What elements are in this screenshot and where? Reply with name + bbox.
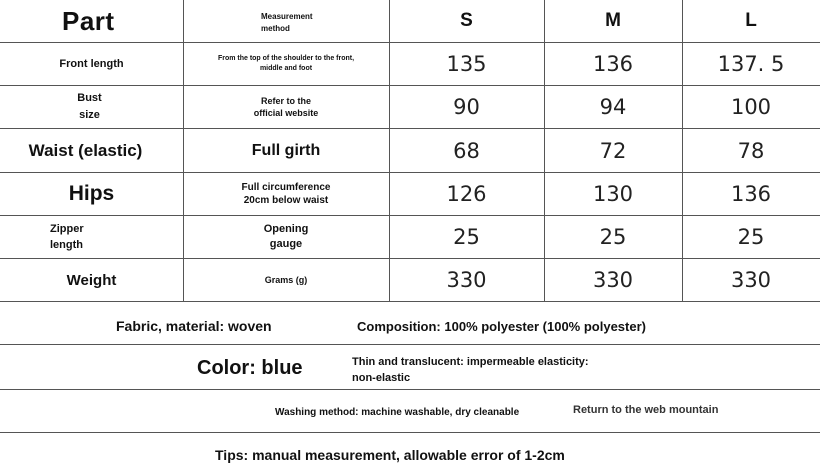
value-waist-s: 68 (453, 138, 480, 163)
value-front-length-l: 137. 5 (717, 52, 785, 76)
row-method-hips: Full circumference 20cm below waist (241, 182, 331, 206)
value-waist-l: 78 (737, 138, 765, 163)
row-divider (0, 432, 820, 433)
value-weight-s: 330 (446, 268, 487, 292)
row-part-waist: Waist (elastic) (28, 140, 143, 160)
tips-text: Tips: manual measurement, allowable error of 1-2cm (215, 447, 565, 463)
row-divider (0, 389, 820, 390)
row-divider (0, 344, 820, 345)
composition-text: Composition: 100% polyester (100% polyester) (357, 319, 646, 334)
row-method-bust-size: Refer to the official website (253, 96, 319, 118)
value-zipper-length-l: 25 (737, 225, 765, 249)
fabric-text: Fabric, material: woven (116, 318, 272, 334)
value-bust-size-l: 100 (730, 95, 772, 119)
value-zipper-length-m: 25 (599, 225, 627, 249)
header-size-m: M (605, 10, 621, 31)
value-weight-m: 330 (592, 268, 634, 292)
header-part: Part (62, 5, 115, 36)
value-front-length-s: 135 (446, 52, 487, 76)
value-zipper-length-s: 25 (453, 225, 480, 249)
color-text: Color: blue (197, 357, 303, 379)
washing-text: Washing method: machine washable, dry cleanable (275, 407, 520, 418)
value-weight-l: 330 (730, 268, 772, 292)
value-bust-size-m: 94 (599, 95, 627, 119)
row-part-bust-size: Bust size (77, 92, 102, 121)
row-method-waist: Full girth (251, 141, 321, 159)
row-method-zipper-length: Opening gauge (263, 223, 309, 250)
header-size-l: L (745, 10, 757, 31)
value-hips-l: 136 (730, 182, 772, 206)
properties-text: Thin and translucent: impermeable elasticity: non-elastic (352, 356, 589, 384)
row-method-front-length: From the top of the shoulder to the front, middle and foot (217, 55, 355, 72)
row-method-weight: Grams (g) (264, 275, 308, 285)
value-hips-s: 126 (446, 182, 487, 206)
row-part-zipper-length: Zipper length (50, 223, 84, 251)
row-part-hips: Hips (68, 182, 115, 205)
value-front-length-m: 136 (592, 52, 634, 76)
row-divider (0, 301, 820, 302)
header-size-s: S (460, 10, 473, 31)
return-note-text: Return to the web mountain (573, 404, 719, 416)
value-waist-m: 72 (599, 138, 627, 163)
value-hips-m: 130 (592, 182, 634, 206)
row-part-front-length: Front length (59, 58, 124, 70)
value-bust-size-s: 90 (453, 95, 480, 119)
row-part-weight: Weight (66, 271, 117, 289)
header-method: Measurement method (261, 12, 313, 33)
